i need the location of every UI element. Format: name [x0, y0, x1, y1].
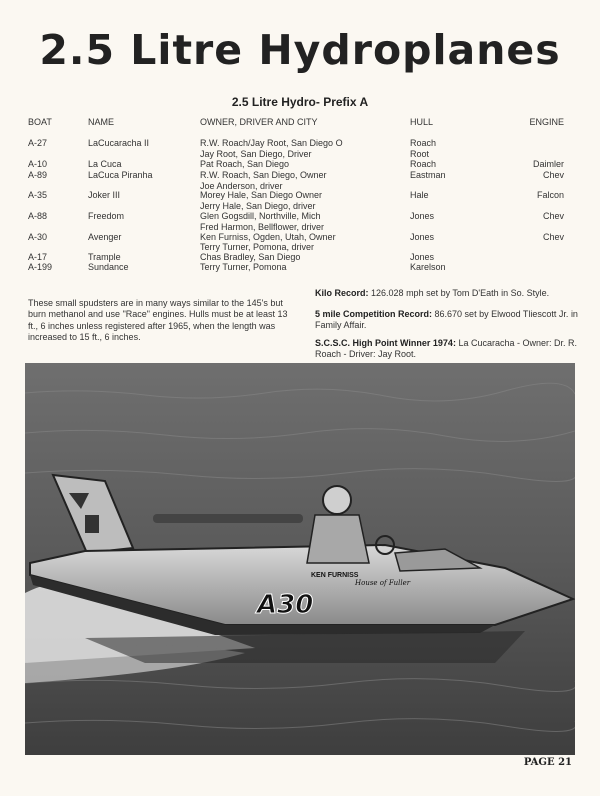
table-cell-owner: Terry Turner, Pomona, driver	[200, 242, 315, 252]
table-cell-owner: Jerry Hale, San Diego, driver	[200, 201, 316, 211]
record-text: La Cucaracha - Owner: Dr. R. Roach - Driver: Jay Root.	[315, 338, 577, 360]
driver-helmet	[323, 486, 351, 514]
table-cell-name: Avenger	[88, 232, 122, 242]
table-cell-hull: Hale	[410, 190, 429, 200]
header-owner: OWNER, DRIVER AND CITY	[200, 117, 318, 127]
table-cell-owner: Terry Turner, Pomona	[200, 262, 287, 272]
table-cell-hull: Karelson	[410, 262, 446, 272]
record-label: S.C.S.C. High Point Winner 1974:	[315, 338, 456, 348]
table-cell-boat: A-89	[28, 170, 48, 180]
table-cell-hull: Root	[410, 149, 430, 159]
sponsor-text: KEN FURNISS	[311, 572, 359, 579]
script-text: House of Fuller	[355, 579, 411, 587]
table-cell-boat: A-17	[28, 252, 48, 262]
page-title: 2.5 Litre Hydroplanes	[39, 26, 561, 74]
header-boat: BOAT	[28, 117, 52, 127]
table-cell-engine: Chev	[542, 170, 564, 180]
table-cell-owner: Fred Harmon, Bellflower, driver	[200, 222, 325, 232]
record-text: 126.028 mph set by Tom D'Eath in So. Style.	[371, 288, 550, 298]
table-cell-hull: Jones	[410, 252, 435, 262]
table-cell-owner: Glen Gogsdill, Northville, Mich	[200, 211, 321, 221]
table-cell-boat: A-35	[28, 190, 48, 200]
table-cell-boat: A-10	[28, 159, 48, 169]
table-cell-owner: R.W. Roach/Jay Root, San Diego O	[200, 138, 343, 148]
table-cell-name: Joker III	[88, 190, 121, 200]
table-cell-boat: A-30	[28, 232, 48, 242]
record-label: Kilo Record:	[315, 288, 369, 298]
table-cell-owner: Joe Anderson, driver	[200, 181, 283, 191]
table-cell-name: Sundance	[88, 262, 129, 272]
exhaust-pipe	[153, 514, 303, 523]
table-cell-name: Freedom	[88, 211, 125, 221]
table-cell-owner: Ken Furniss, Ogden, Utah, Owner	[200, 232, 336, 242]
table-cell-boat: A-88	[28, 211, 48, 221]
header-engine: ENGINE	[529, 117, 564, 127]
table-cell-name: La Cuca	[88, 159, 122, 169]
table-cell-boat: A-199	[28, 262, 53, 272]
table-cell-hull: Eastman	[410, 170, 446, 180]
table-cell-owner: Pat Roach, San Diego	[200, 159, 290, 169]
record-kilo	[315, 288, 580, 299]
page-number: PAGE 21	[523, 757, 572, 768]
table-cell-engine: Falcon	[536, 190, 564, 200]
table-cell-owner: Jay Root, San Diego, Driver	[200, 149, 312, 159]
header-name: NAME	[88, 117, 115, 127]
table-cell-name: LaCucaracha II	[88, 138, 150, 148]
fin-emblem-icon	[85, 515, 99, 533]
table-cell-engine: Chev	[542, 211, 564, 221]
table-cell-hull: Jones	[410, 211, 435, 221]
table-cell-boat: A-27	[28, 138, 48, 148]
table-cell-owner: R.W. Roach, San Diego, Owner	[200, 170, 327, 180]
table-cell-hull: Jones	[410, 232, 435, 242]
record-label: 5 mile Competition Record:	[315, 309, 433, 319]
hydroplane-photo	[25, 363, 575, 755]
record-5-mile	[315, 309, 580, 332]
record-high-point	[315, 338, 580, 361]
description-paragraph: These small spudsters are in many ways similar to the 145's but burn methanol and use "Race" engines. Hulls must be at least 13 ft., 6 inches unless registered after 1965, when the length was increased to 15 ft., 6 inches.	[28, 298, 288, 343]
record-text: 86.670 set by Elwood Tliescott Jr. in Family Affair.	[315, 309, 578, 331]
hull-number: A30	[257, 590, 314, 620]
table-cell-name: Trample	[88, 252, 121, 262]
table-cell-engine: Daimler	[532, 159, 564, 169]
table-cell-owner: Chas Bradley, San Diego	[200, 252, 301, 262]
table-subtitle: 2.5 Litre Hydro- Prefix A	[231, 95, 369, 109]
table-cell-owner: Morey Hale, San Diego Owner	[200, 190, 323, 200]
driver-body	[307, 515, 369, 563]
table-cell-engine: Chev	[542, 232, 564, 242]
table-cell-hull: Roach	[410, 159, 437, 169]
table-cell-name: LaCuca Piranha	[88, 170, 153, 180]
header-hull: HULL	[410, 117, 434, 127]
table-cell-hull: Roach	[410, 138, 437, 148]
